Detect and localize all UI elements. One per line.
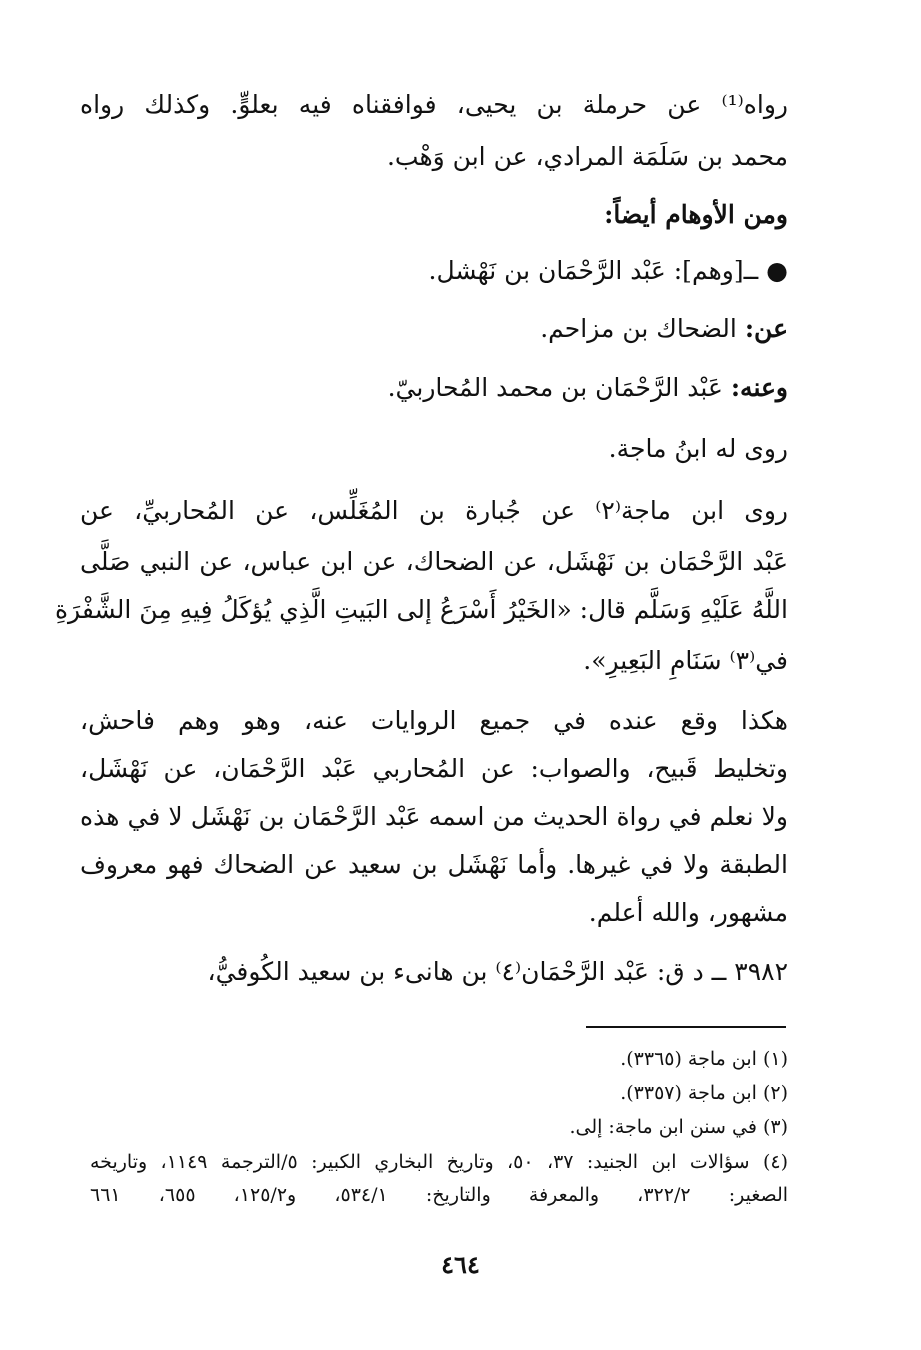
- body-line-p3-3: ولا نعلم في رواة الحديث من اسمه عَبْد الرَّحْمَان بن نَهْشَل لا في هذه: [80, 802, 788, 831]
- body-line-p3-2: وتخليط قَبيح، والصواب: عن المُحاربي عَبْد الرَّحْمَان، عن نَهْشَل،: [80, 754, 788, 783]
- footnote-2: (٢) ابن ماجة (٣٣٥٧).: [620, 1082, 788, 1104]
- body-line-p3-5: مشهور، والله أعلم.: [588, 898, 788, 927]
- entry-to-label: وعنه:: [730, 373, 788, 402]
- entry-title: ● ــ[وهم]: عَبْد الرَّحْمَان بن نَهْشل.: [428, 256, 788, 285]
- body-line-p2-1: روى ابن ماجة⁽٢⁾ عن جُبارة بن المُغَلِّس، عن المُحاربيِّ، عن: [80, 496, 788, 525]
- footnote-divider: [586, 1026, 786, 1028]
- footnote-3: (٣) في سنن ابن ماجة: إلى.: [569, 1116, 788, 1138]
- body-line-p2-4: في⁽٣⁾ سَنَامِ البَعِيرِ».: [583, 646, 788, 675]
- body-line-1: رواه⁽¹⁾ عن حرملة بن يحيى، فوافقناه فيه بعلوٍّ. وكذلك رواه: [80, 90, 788, 119]
- entry-to-line: [80, 371, 788, 405]
- entry-narrated-line: روى له ابنُ ماجة.: [608, 434, 788, 463]
- body-line-p3-1: هكذا وقع عنده في جميع الروايات عنه، وهو وهم فاحش،: [80, 706, 788, 735]
- body-line-p3-4: الطبقة ولا في غيرها. وأما نَهْشَل بن سعيد عن الضحاك فهو معروف: [80, 850, 788, 879]
- footnote-1: (١) ابن ماجة (٣٣٦٥).: [620, 1048, 788, 1070]
- entry-from-text: الضحاك بن مزاحم.: [540, 314, 737, 343]
- entry-to-text: عَبْد الرَّحْمَان بن محمد المُحاربيّ.: [387, 373, 723, 402]
- body-line-2: محمد بن سَلَمَة المرادي، عن ابن وَهْب.: [386, 142, 788, 171]
- entry-from-line: [80, 312, 788, 346]
- page-number: ٤٦٤: [441, 1250, 480, 1279]
- footnote-4-cont: الصغير: ٣٢٢/٢، والمعرفة والتاريخ: ٥٣٤/١، و١٢٥/٢، ٦٥٥، ٦٦١: [90, 1184, 789, 1206]
- entry2-line: ٣٩٨٢ ــ د ق: عَبْد الرَّحْمَان⁽٤⁾ بن هانىء بن سعيد الكُوفيُّ،: [207, 957, 788, 986]
- section-heading: ومن الأوهام أيضاً:: [604, 200, 788, 229]
- body-line-p2-3: اللَّهُ عَلَيْهِ وَسَلَّم قال: «الخَيْرُ أَسْرَعُ إلى البَيتِ الَّذِي يُؤكَلُ فِيهِ مِنَ الشَّفْرَةِ: [54, 595, 788, 624]
- footnote-4: (٤) سؤالات ابن الجنيد: ٣٧، ٥٠، وتاريخ البخاري الكبير: ٥/الترجمة ١١٤٩، وتاريخه: [90, 1151, 789, 1173]
- entry-from-label: عن:: [744, 314, 788, 343]
- body-line-p2-2: عَبْد الرَّحْمَان بن نَهْشَل، عن الضحاك، عن ابن عباس، عن النبي صَلَّى: [80, 547, 788, 576]
